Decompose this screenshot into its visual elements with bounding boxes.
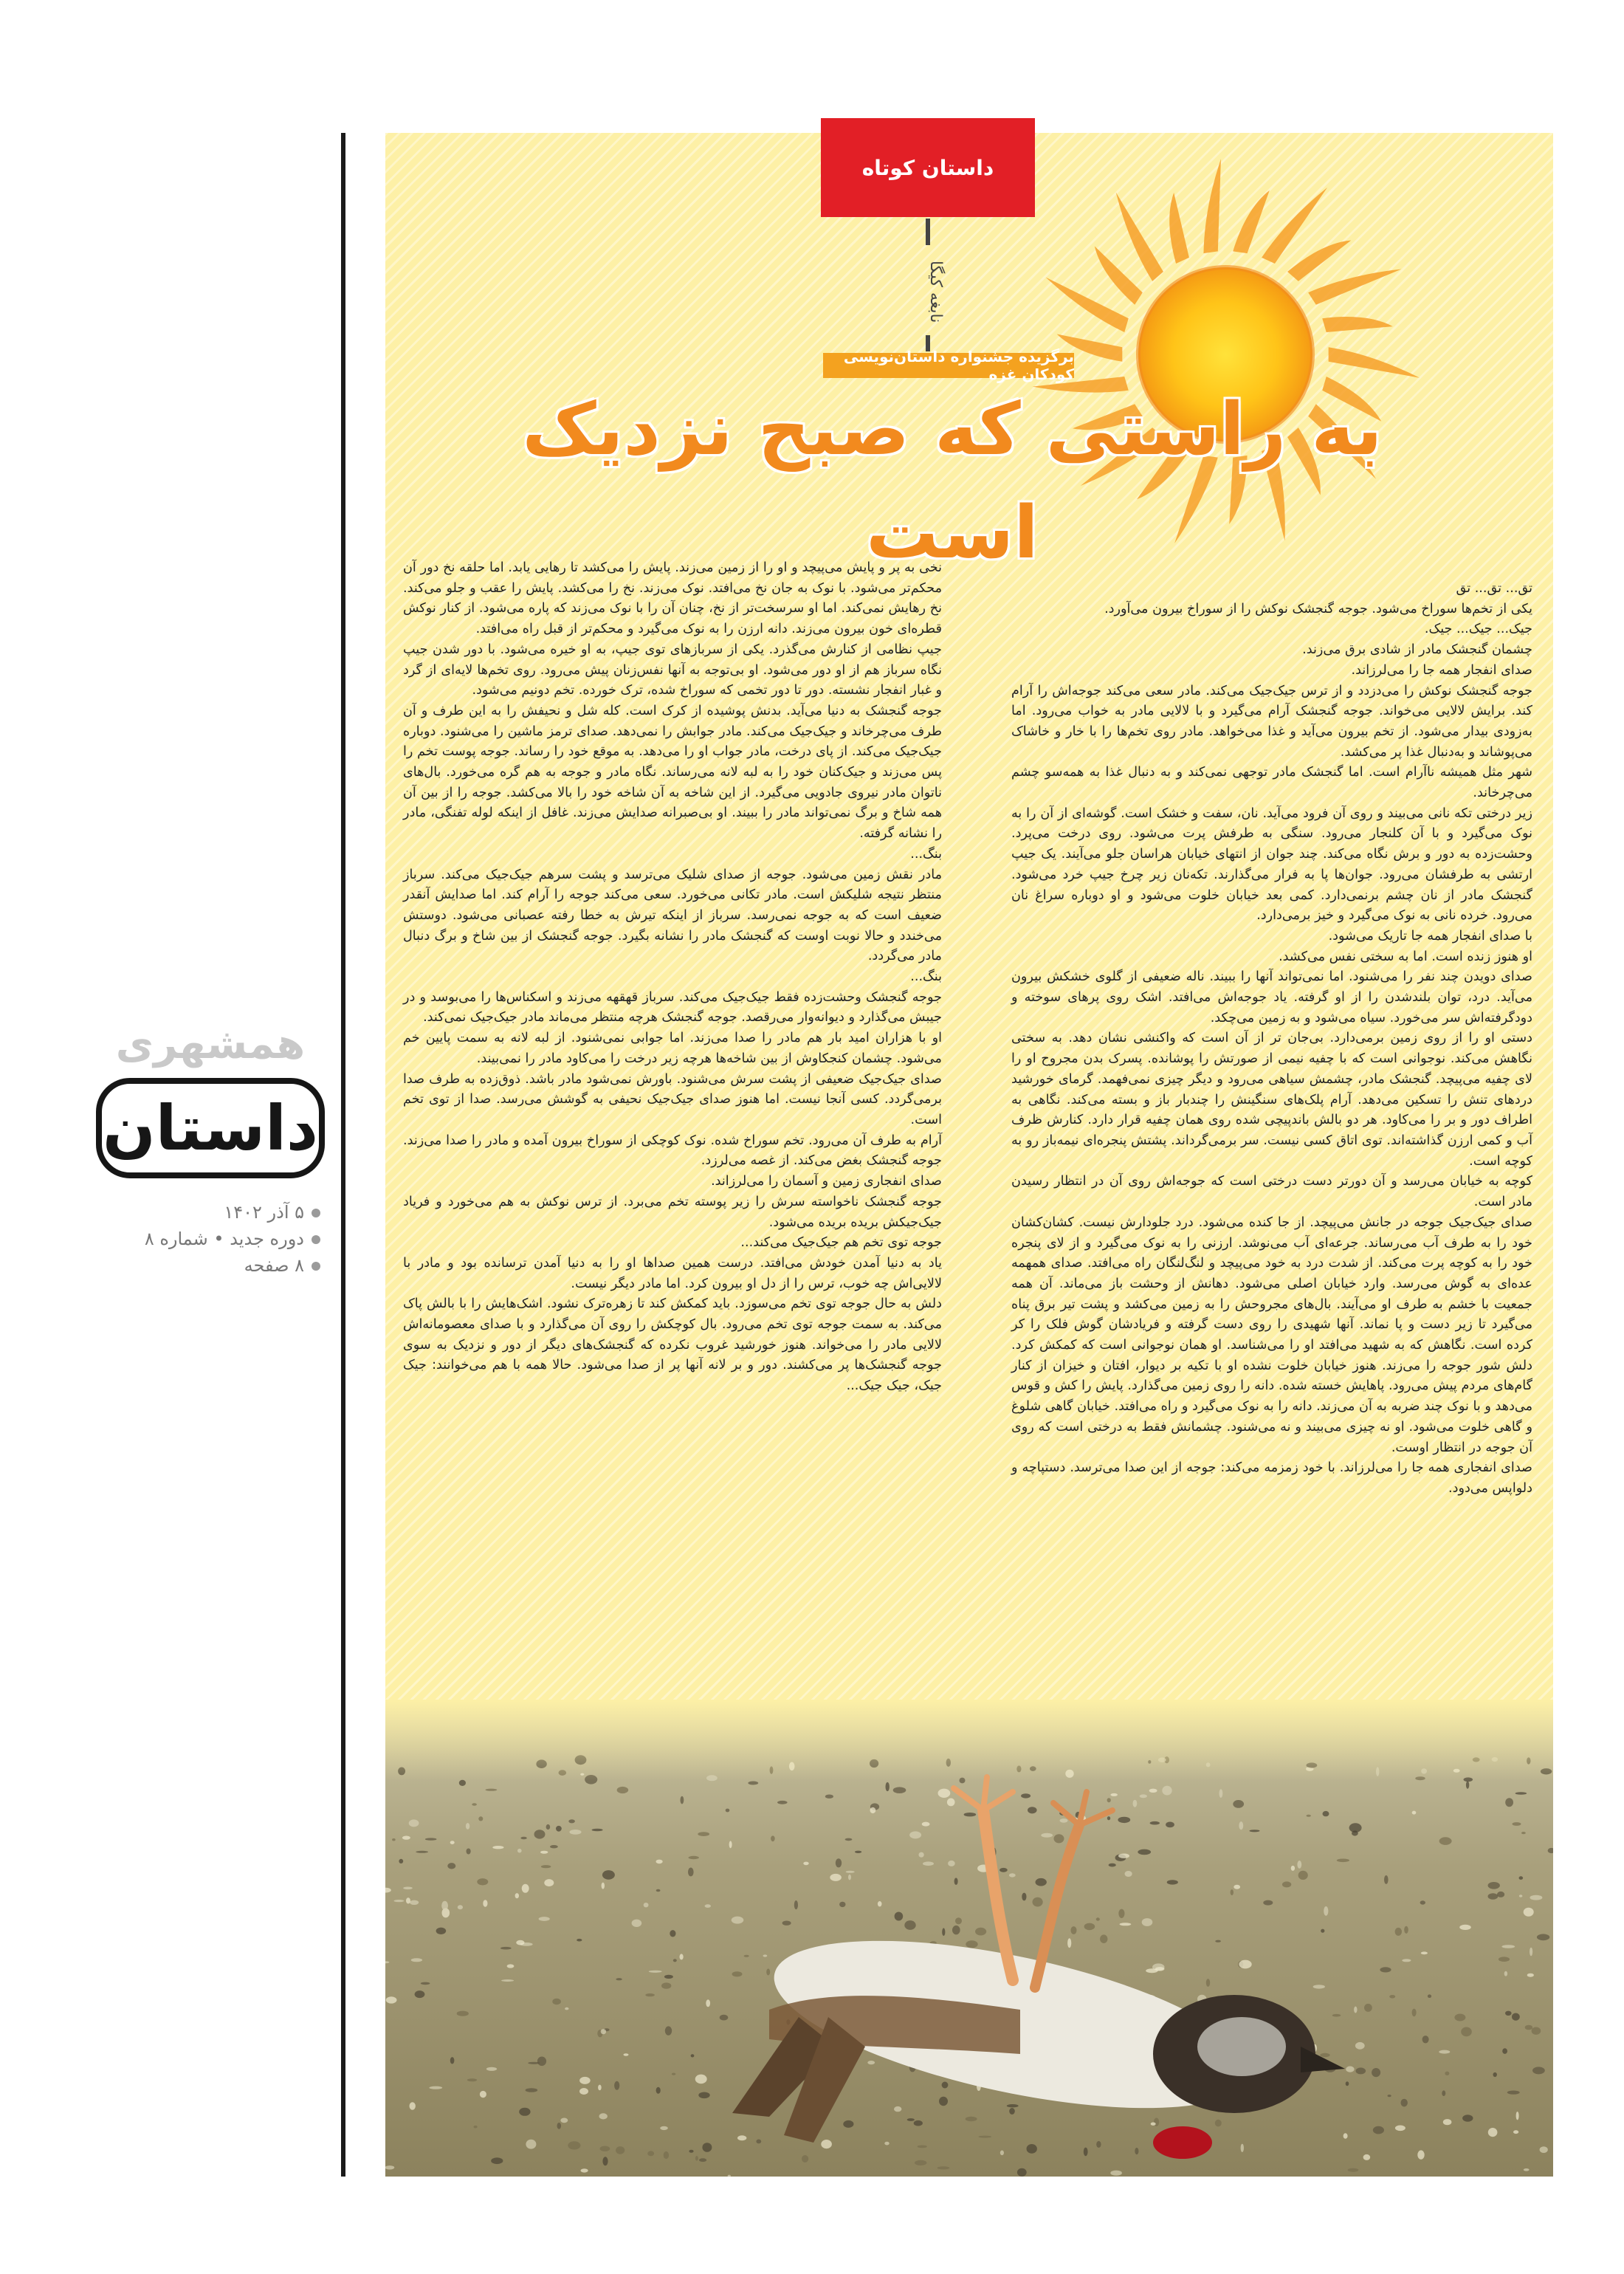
masthead-issue: دوره جدید • شماره ۸ [144,1229,304,1249]
story-column-right [1011,579,1532,1500]
story-paragraph: صدای انفجاری زمین و آسمان را می‌لرزاند. [711,1174,942,1189]
masthead-pages: ۸ صفحه [244,1255,304,1276]
story-paragraph: نخی به پر و پایش می‌پیچد و او را از زمین می‌زند. پایش را می‌کشد تا رهایی یابد. اما حلقه نخ دور آن محکم‌تر می‌شود. با نوک به جان نخ می‌افتد. نوک می‌زند. نخ را می‌کشد. پایش را عقب و جلو می‌کند. نخ رهایش نمی‌کند. اما او سرسخت‌تر از نخ، چنان آن را با نوک می‌زند که پاره می‌شود. از کنار نوکش قطره‌ای خون بیرون می‌زند. دانه ارزن را به نوک می‌گیرد و محکم‌تر از قبل راه می‌افتد. [403,560,942,637]
bullet-icon [312,1209,320,1217]
masthead-meta [96,1199,325,1279]
masthead-logo [96,1078,325,1178]
story-paragraph: زیر درختی تکه نانی می‌بیند و روی آن فرود می‌آید. نان، سفت و خشک است. گوشه‌ای از آن را به نوک می‌گیرد و با آن کلنجار می‌رود. سنگی به طرفش پرت می‌شود. روی درخت می‌پرد. وحشت‌زده به دور و برش نگاه می‌کند. چند جوان از انتهای خیابان هراسان جلو می‌آیند. یک جیپ ارتشی به طرفشان می‌رود. جوان‌ها پا به فرار می‌گذارند. تکه‌نان زیر چرخ جیپ خرد می‌شود. گنجشک مادر از نان چشم برنمی‌دارد. کمی بعد خیابان خلوت می‌شود و او دوباره سراغ نان می‌رود. خرده نانی به نوک می‌گیرد و خیز برمی‌دارد. [1011,805,1532,924]
story-paragraph: جوجه گنجشک نوکش را می‌دزدد و از ترس جیک‌جیک می‌کند. مادر سعی می‌کند جوجه‌اش را آرام کند. برایش لالایی می‌خواند. جوجه گنجشک آرام می‌گیرد و با لالایی مادر به خواب می‌رود. اما به‌زودی بیدار می‌شود. از تخم بیرون می‌آید و غذا می‌خواهد. مادر روی تخم‌ها را با خار و خاشاک می‌پوشاند و به‌دنبال غذا پر می‌کشد. [1011,683,1532,760]
story-paragraph: چشمان گنجشک مادر از شادی برق می‌زند. [1302,642,1532,658]
bullet-icon [312,1262,320,1271]
masthead [96,1019,325,1279]
story-paragraph: دستی او را از روی زمین برمی‌دارد. بی‌جان تر از آن است که واکنشی نشان دهد. به سختی نگاهش می‌کند. نوجوانی است که با چفیه نیمی از صورتش را پوشانده. پسرک بدن مجروح او را لای چفیه می‌پیچد. گنجشک مادر، چشمش سیاهی می‌رود و دیگر چیزی نمی‌فهمد. گرمای خورشید دردهای تنش را تسکین می‌دهد. آرام پلک‌های سنگینش را چندبار باز و بسته می‌کند. نگاهی به اطراف دور و بر را می‌کاود. هر دو بالش باندپیچی شده روی همان چفیه قرار دارد. کنارش ظرف آب و کمی ارزن گذاشته‌اند. توی اتاق کسی نیست. سر برمی‌گرداند. پشتش پنجره‌ای نیمه‌باز رو به کوچه است. [1011,1031,1532,1169]
story-paragraph: تق... تق... تق [1456,581,1532,596]
story-paragraph: جوجه گنجشک وحشت‌زده فقط جیک‌جیک می‌کند. سرباز قهقهه می‌زند و اسکناس‌ها را می‌بوسد و در جیبش می‌گذارد و دیوانه‌وار می‌رقصد. جوجه گنجشک هرچه منتظر می‌ماند مادر جیک‌جیک نمی‌کند. [403,989,942,1026]
headline: به راستی که صبح نزدیک است [522,388,1383,575]
author-name: نابغه کیگا [926,260,945,323]
story-paragraph: دلش به حال جوجه توی تخم می‌سوزد. باید کمکش کند تا زهره‌ترک نشود. اشک‌هایش را با بالش پاک می‌کند. به سمت جوجه توی تخم می‌رود. بال کوچکش را روی آن می‌گذارد و با صدای معصومانه‌اش لالایی مادر را می‌خواند. هنوز خورشید غروب نکرده که گنجشک‌های دیگر از دور و نزدیک به سوی جوجه گنجشک‌ها پر می‌کشند. دور و بر لانه آنها پر از صدا می‌شود. حالا همه با هم می‌خوانند: جیک جیک، جیک جیک... [403,1296,942,1394]
section-label-tab [821,118,1035,217]
story-paragraph: بنگ... [910,846,942,862]
story-paragraph: صدای جیک‌جیک ضعیفی از پشت سرش می‌شنود. باورش نمی‌شود مادر باشد. ذوق‌زده به طرف صدا برمی‌گردد. کسی آنجا نیست. اما هنوز صدای جیک‌جیک نحیفی به گوشش می‌رسد. صدا از توی تخم است. [403,1071,942,1127]
story-paragraph: صدای انفجاری همه جا را می‌لرزاند. با خود زمزمه می‌کند: جوجه از این صدا می‌ترسد. دستپاچه و دلواپس می‌دود. [1011,1460,1532,1496]
story-paragraph: صدای انفجار همه جا را می‌لرزاند. [1351,662,1532,678]
story-paragraph: صدای جیک‌جیک جوجه در جانش می‌پیچد. از جا کنده می‌شود. درد جلودارش نیست. کشان‌کشان خود را به طرف آب می‌رساند. جرعه‌ای آب می‌نوشد. ارزنی را به نوک می‌گیرد و از لای پنجره خود را به کوچه پرت می‌کند. از شدت درد به خود می‌پیچد و لنگ‌لنگان راه می‌افتد. صدای همهمه عده‌ای به گوش می‌رسد. وارد خیابان اصلی می‌شود. دهانش از وحشت باز می‌ماند. آن همه جمعیت با خشم به طرف او می‌آیند. بال‌های مجروحش را به زمین می‌کشد و پشت تیر برق پناه می‌گیرد تا زیر دست و پا نماند. آنها شهیدی را روی دست گرفته و فریادشان گوش فلک را کر کرده است. نگاهش که به شهید می‌افتد او را می‌شناسد. او همان نوجوانی است که کمکش کرد. دلش شور جوجه را می‌زند. هنوز خیابان خلوت نشده او با تکیه بر دیوار، افتان و خیزان از کنار گام‌های مردم پیش می‌رود. پاهایش خسته شده. دانه را روی زمین می‌گذارد. پایش را کش و قوس می‌دهد و با نوک چند ضربه به آن می‌زند. دانه را به نوک می‌گیرد و راه می‌افتد. خیابان گاهی شلوغ و گاهی خلوت می‌شود. او نه چیزی می‌بیند و نه می‌شنود. چشمانش فقط به درختی است که روی آن جوجه در انتظار اوست. [1011,1215,1532,1455]
masthead-date-row [96,1199,320,1226]
story-paragraph: او هنوز زنده است. اما به سختی نفس می‌کشد. [1279,949,1532,964]
dead-sparrow-photo [385,1700,1553,2177]
story-paragraph: کوچه به خیابان می‌رسد و آن دورتر دست درختی است که جوجه‌اش روی آن در انتظار رسیدن مادر است. [1011,1174,1532,1210]
story-paragraph: جوجه توی تخم هم جیک‌جیک می‌کند... [740,1235,942,1251]
story-paragraph: یکی از تخم‌ها سوراخ می‌شود. جوجه گنجشک نوکش را از سوراخ بیرون می‌آورد. [1104,601,1532,616]
story-paragraph: شهر مثل همیشه ناآرام است. اما گنجشک مادر توجهی نمی‌کند و به دنبال غذا به همه‌سو چشم می‌چرخاند. [1011,765,1532,801]
story-paragraph: صدای دویدن چند نفر را می‌شنود. اما نمی‌تواند آنها را ببیند. ناله ضعیفی از گلوی خشکش بیرون می‌آید. درد، توان بلندشدن را از او گرفته. یاد جوجه‌اش می‌افتد. اشک روی پرهای سوخته و دودگرفته‌اش سر می‌خورد. سیاه می‌شود و به زمین می‌چکد. [1011,969,1532,1026]
story-paragraph: جیک... جیک... جیک. [1424,622,1532,637]
masthead-pages-row [96,1252,320,1279]
story-paragraph: جوجه گنجشک به دنیا می‌آید. بدنش پوشیده از کرک است. کله شل و نحیفش را به این طرف و آن طرف می‌چرخاند و جیک‌جیک می‌کند. مادر جوابش را نمی‌دهد. صدای ترمز ماشین را می‌شنود. دوباره جیک‌جیک می‌کند. از پای درخت، مادر جواب او را می‌دهد. به موقع خود را رساند. جوجه پوست تخم را پس می‌زند و جیک‌کنان خود را به لبه لانه می‌رساند. نگاه مادر و جوجه به هم گره می‌خورد. بال‌های ناتوان مادر نیروی جادویی می‌گیرد. از این شاخه به آن شاخه خود را بالا می‌کشد. جوجه را از بین آن همه شاخ و برگ نمی‌تواند مادر را ببیند. او بی‌صبرانه صدایش می‌زند. غافل از اینکه لوله تفنگی، مادر را نشانه گرفته. [403,703,942,842]
bullet-icon [312,1235,320,1244]
story-paragraph: یاد به دنیا آمدن خودش می‌افتد. درست همین صداها او را به دنیا آمدن ترسانده بود و مادر با لالایی‌اش چه خوب، ترس را از دل او بیرون کرد. اما مادر دیگر نیست. [403,1255,942,1291]
story-paragraph: بنگ... [910,969,942,985]
masthead-issue-row [96,1226,320,1252]
kicker-text: برگزیده جشنواره داستان‌نویسی کودکان غزه [843,348,1074,383]
masthead-publisher: همشهری [115,1020,306,1068]
kicker-banner [823,348,1074,383]
masthead-date: ۵ آذر ۱۴۰۲ [224,1202,304,1223]
story-paragraph: جوجه گنجشک ناخواسته سرش را زیر پوسته تخم می‌برد. از ترس نوکش به هم می‌خورد و فریاد جیک‌جیکش بریده بریده می‌شود. [403,1194,942,1230]
story-paragraph: با صدای انفجار همه جا تاریک می‌شود. [1328,928,1532,944]
story-paragraph: او با هزاران امید بار هم مادر را صدا می‌زند. اما جوابی نمی‌شنود. از لبه لانه به سمت پایین خم می‌شود. چشمان کنجکاوش از بین شاخه‌ها هرچه زیر درخت را می‌کاود مادر را نمی‌بیند. [403,1031,942,1066]
page-divider-line [341,133,345,2177]
story-paragraph: آرام به طرف آن می‌رود. تخم سوراخ شده. نوک کوچکی از سوراخ بیرون آمده و مادر را صدا می‌زند. جوجه گنجشک بغض می‌کند. از غصه می‌لرزد. [403,1133,942,1169]
story-paragraph: جیپ نظامی از کنارش می‌گذرد. یکی از سربازهای توی جیپ، به او خیره می‌شود. با دور شدن جیپ نگاه سرباز هم از او دور می‌شود. او بی‌توجه به آنها نفس‌زنان پیش می‌رود. روی تخم‌ها لایه‌ای از گرد و غبار انفجار نشسته. دور تا دور تخمی که سوراخ شده، ترک خورده. تخم دونیم می‌شود. [403,642,942,698]
story-column-left [403,558,942,1397]
masthead-title: داستان [102,1092,319,1164]
section-label: داستان کوتاه [861,155,994,180]
story-paragraph: مادر نقش زمین می‌شود. جوجه از صدای شلیک می‌ترسد و پشت سرهم جیک‌جیک می‌کند. سرباز منتظر نتیجه شلیکش است. مادر تکانی می‌خورد. سعی می‌کند جوجه را آرام کند. اما صدایش آنقدر ضعیف است که به جوجه نمی‌رسد. سرباز از اینکه تیرش به خطا رفته عصبانی می‌شود. دوستش می‌خندد و حالا نوبت اوست که گنجشک مادر را نشانه بگیرد. جوجه گنجشک از بین شاخ و برگ دنبال مادر می‌گردد. [403,867,942,964]
author-divider [926,219,930,245]
